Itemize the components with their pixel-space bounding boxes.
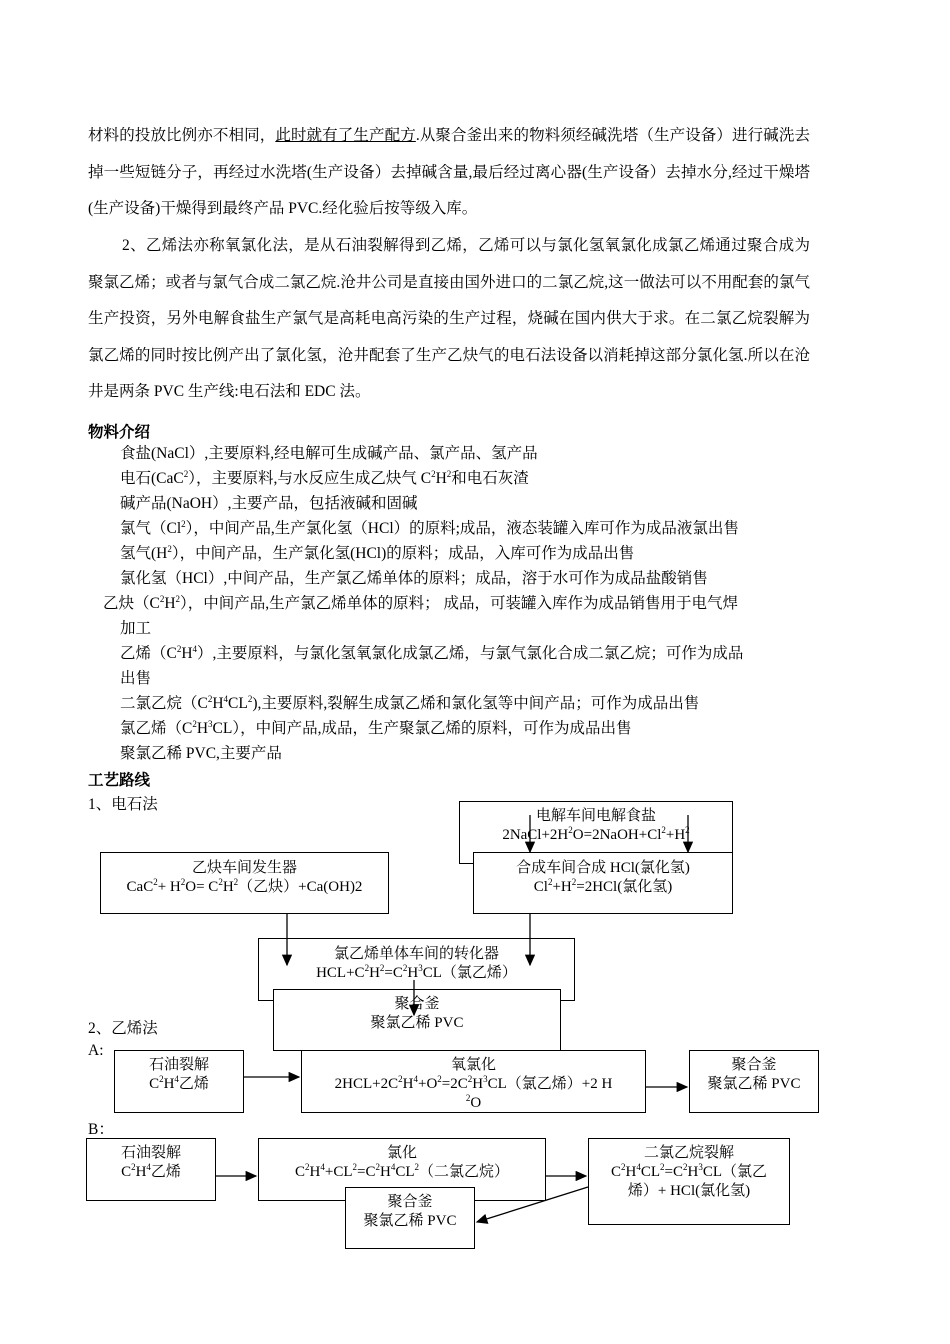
a-reactor-subtitle: 聚氯乙稀 PVC (707, 1076, 801, 1092)
reactor-title: 聚合釜 (394, 996, 440, 1012)
oxy-equation-cont: $^2$O (465, 1093, 482, 1111)
material-item-acetylene-cont: 加工 (120, 620, 152, 637)
materials-heading: 物料介绍 (88, 424, 151, 441)
hcl-synthesis-title: 合成车间合成 HCl(氯化氢) (516, 860, 690, 876)
edc-cracking-box (588, 1138, 790, 1225)
oxychlorination-box (301, 1050, 646, 1113)
edc-title: 二氯乙烷裂解 (643, 1145, 734, 1161)
edc-equation-cont: 烯）+ HCl(氯化氢) (627, 1183, 751, 1199)
a-cracking-title: 石油裂解 (148, 1057, 209, 1073)
material-item-vcm: 氯乙烯$(C^2H^3CL)$，中间产品,成品，生产聚氯乙烯的原料，可作为成品出售 (120, 718, 632, 737)
b-reactor-title: 聚合釜 (387, 1194, 433, 1210)
material-item-acetylene: 乙炔$(C^2H^2)$，中间产品,生产氯乙烯单体的原料； 成品，可装罐入库作为成品销售用于电气焊 (103, 593, 739, 612)
a-cracking-formula: $C^2H^4$乙烯 (149, 1074, 209, 1092)
route-1-label: 1、电石法 (88, 796, 158, 813)
electrolysis-equation: $2NaCl+2H^2O=2NaOH+Cl^2+H^2$ (502, 825, 690, 843)
oxy-equation: $2HCL+2C^2H^4+O^2=2C^2H^3CL$（氯乙烯）+2 H (334, 1074, 613, 1092)
b-cracking-title: 石油裂解 (120, 1145, 181, 1161)
material-item-calcium-carbide: 电石(CaC$^2$），主要原料,与水反应生成乙炔气 $C^2H^2$和电石灰渣 (120, 468, 529, 487)
reactor-subtitle: 聚氯乙稀 PVC (370, 1015, 464, 1031)
material-item-pvc: 聚氯乙稀 PVC,主要产品 (120, 745, 282, 762)
route-a-label: A: (88, 1042, 104, 1059)
material-item-ethylene: 乙烯$(C^2H^4)$,主要原料，与氯化氢氧氯化成氯乙烯，与氯气氯化合成二氯乙烷；可作为成品 (120, 643, 744, 662)
acetylene-title: 乙炔车间发生器 (191, 860, 297, 876)
edc-equation: $C^2H^4CL^2=C^2H^3CL$（氯乙 (610, 1162, 767, 1180)
material-item-chlorine: 氯气（Cl$^2$），中间产品,生产氯化氢（HCl）的原料;成品，液态装罐入库可作为成品液氯出售 (120, 518, 739, 537)
polymerization-reactor-box (273, 989, 561, 1051)
b-cracking-formula: $C^2H^4$乙烯 (121, 1162, 181, 1180)
oxy-title: 氧氯化 (450, 1057, 496, 1073)
route-b-label: B： (88, 1121, 114, 1138)
material-item-salt: 食盐(NaCl）,主要原料,经电解可生成碱产品、氯产品、氢产品 (120, 445, 538, 462)
chlor-equation: $C^2H^4+CL^2=C^2H^4CL^2$（二氯乙烷） (295, 1162, 509, 1180)
vcm-equation: $HCL+C^2H^2=C^2H^3CL$（氯乙烯） (316, 963, 517, 981)
hcl-synthesis-box (473, 852, 733, 914)
intro-text: 材料的投放比例亦不相同， (88, 127, 276, 144)
a-reactor-box (689, 1050, 819, 1113)
material-item-hcl: 氯化氢（HCl）,中间产品，生产氯乙烯单体的原料；成品，溶于水可作为成品盐酸销售 (120, 570, 708, 587)
intro-paragraph-1 (88, 118, 810, 228)
vcm-title: 氯乙烯单体车间的转化器 (333, 946, 499, 962)
b-reactor-subtitle: 聚氯乙稀 PVC (363, 1213, 457, 1229)
acetylene-generator-box (100, 852, 389, 914)
a-reactor-title: 聚合釜 (731, 1057, 777, 1073)
underlined-phrase: 此时就有了生产配方 (275, 127, 416, 144)
electrolysis-title: 电解车间电解食盐 (535, 808, 656, 824)
acetylene-equation: $CaC^2+ H^2O= C^2H^2$（乙炔）+Ca(OH)2 (126, 877, 363, 895)
hcl-synthesis-equation: $Cl^2+H^2=2HCl$(氯化氢) (533, 877, 673, 895)
b-cracking-box (86, 1138, 216, 1201)
process-heading: 工艺路线 (88, 772, 151, 789)
material-item-ethylene-cont: 出售 (120, 670, 152, 687)
chlor-title: 氯化 (386, 1145, 417, 1161)
material-item-hydrogen: 氢气$(H^2)$，中间产品，生产氯化氢(HCl)的原料；成品，入库可作为成品出售 (120, 543, 635, 562)
material-item-caustic: 碱产品(NaOH）,主要产品，包括液碱和固碱 (120, 495, 418, 512)
a-cracking-box (114, 1050, 244, 1113)
route-2-label: 2、乙烯法 (88, 1020, 158, 1037)
intro-text-cont: .从聚合釜出来的物料须经碱洗塔（生产设备）进行碱洗去掉一些短链分子，再经过水洗塔(生产设备）去掉碱含量,最后经过离心器(生产设备）去掉水分,经过干燥塔(生产设备)干燥得到最终产品 PVC.经化验后按等级入库。 (88, 127, 810, 217)
intro-paragraph-2: 2、乙烯法亦称氧氯化法，是从石油裂解得到乙烯，乙烯可以与氯化氢氧氯化成氯乙烯通过聚合成为聚氯乙烯；或者与氯气合成二氯乙烷.沧井公司是直接由国外进口的二氯乙烷,这一做法可以不用配套的氯气生产投资，另外电解食盐生产氯气是高耗电高污染的生产过程，烧碱在国内供大于求。在二氯乙烷裂解为氯乙烯的同时按比例产出了氯化氢，沧井配套了生产乙炔气的电石法设备以消耗掉这部分氯化氢.所以在沧井是两条 PVC 生产线:电石法和 EDC 法。 (88, 237, 810, 400)
b-reactor-box (345, 1187, 475, 1249)
material-item-edc: 二氯乙烷$(C^2H^4CL^2)$,主要原料,裂解生成氯乙烯和氯化氢等中间产品；可作为成品出售 (120, 693, 700, 712)
